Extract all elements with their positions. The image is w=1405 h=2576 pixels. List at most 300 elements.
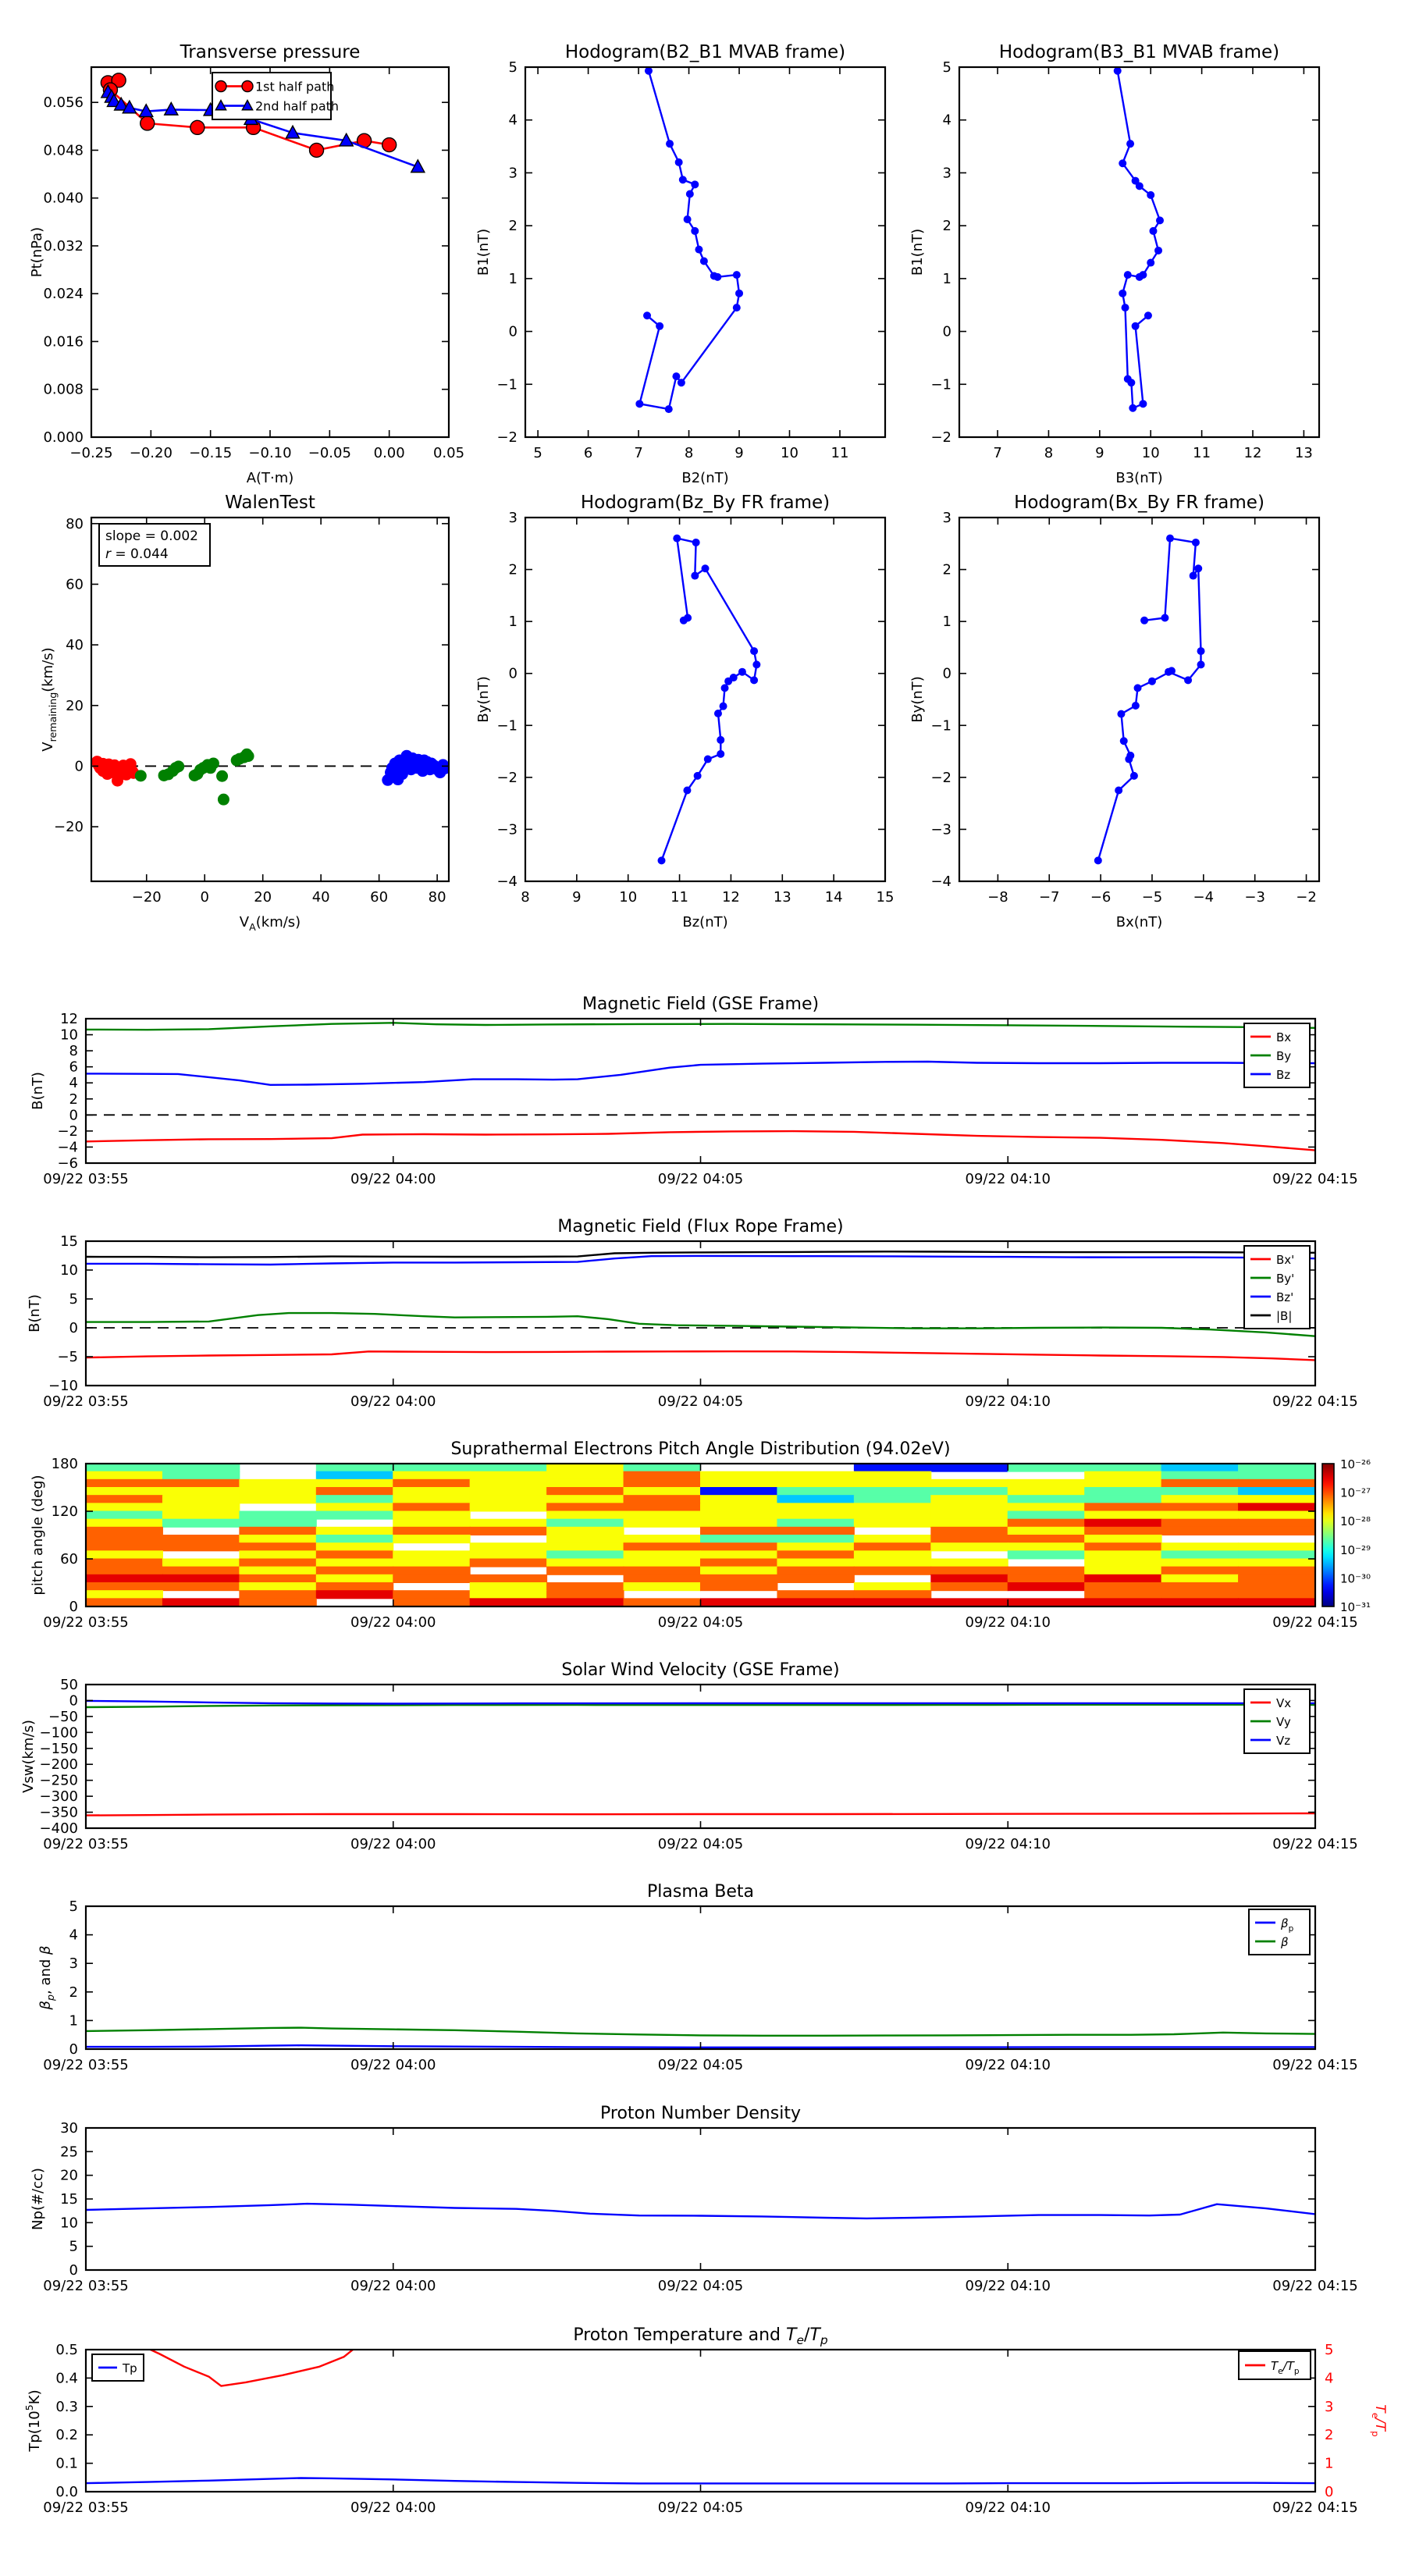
x-tick-label: 09/22 04:10: [965, 2057, 1051, 2073]
heatmap-cell: [1008, 1598, 1085, 1606]
x-tick-label: 09/22 04:05: [657, 2278, 744, 2294]
dot-marker: [1130, 772, 1138, 780]
heatmap-cell: [470, 1582, 547, 1591]
dot-marker: [643, 311, 651, 319]
heatmap-cell: [930, 1567, 1008, 1575]
plot-frame: [525, 67, 885, 437]
heatmap-cell: [1084, 1495, 1161, 1503]
x-tick-label: 09/22 03:55: [43, 2500, 129, 2516]
heatmap-cell: [86, 1598, 163, 1606]
y-tick-label: 3: [508, 510, 518, 526]
heatmap-cell: [700, 1582, 777, 1591]
heatmap-cell: [316, 1464, 393, 1472]
heatmap-cell: [546, 1503, 624, 1511]
y-tick-label: 3: [942, 510, 951, 526]
x-tick-label: 09/22 04:10: [965, 1836, 1051, 1852]
y-axis-label: $Tp(10^5K)$: [23, 2389, 43, 2452]
heatmap-cell: [1008, 1567, 1085, 1575]
heatmap-cell: [777, 1519, 854, 1528]
y-tick-label: −400: [39, 1820, 78, 1837]
heatmap-cell: [393, 1471, 470, 1480]
colorbar-tick-label: 10⁻²⁷: [1340, 1485, 1371, 1500]
heatmap-cell: [1008, 1519, 1085, 1528]
heatmap-cell: [239, 1574, 316, 1583]
heatmap-cell: [1084, 1550, 1161, 1559]
heatmap-cell: [470, 1542, 547, 1551]
x-tick-label: 12: [721, 889, 740, 906]
panel-proton-temperature: [23, 2325, 1388, 2516]
y-tick-label: −150: [39, 1740, 78, 1757]
heatmap-cell: [239, 1479, 316, 1488]
heatmap-cell: [930, 1527, 1008, 1535]
legend-label: By': [1276, 1272, 1295, 1286]
dot-marker: [1119, 290, 1126, 297]
panel-proton-number-density: [30, 2104, 1358, 2294]
heatmap-cell: [86, 1542, 163, 1551]
x-tick-label: 9: [1095, 445, 1104, 461]
y-tick-label: 0.032: [43, 237, 84, 254]
y-tick-label: 0.5: [55, 2342, 78, 2358]
heatmap-cell: [930, 1519, 1008, 1528]
panel-title: Suprathermal Electrons Pitch Angle Distribution (94.02eV): [450, 1439, 951, 1459]
heatmap-cell: [1161, 1567, 1239, 1575]
heatmap-cell: [1008, 1487, 1085, 1496]
y-tick-label: 25: [60, 2144, 78, 2161]
heatmap-cell: [1008, 1527, 1085, 1535]
heatmap-cell: [546, 1479, 624, 1488]
dot-marker: [686, 190, 694, 198]
heatmap-cell: [624, 1598, 701, 1606]
dot-marker: [1166, 535, 1174, 543]
heatmap-cell: [1238, 1527, 1315, 1535]
heatmap-cell: [393, 1464, 470, 1472]
legend-label: Bz: [1276, 1068, 1291, 1082]
heatmap-cell: [700, 1567, 777, 1575]
heatmap-cell: [1008, 1503, 1085, 1511]
heatmap-cell: [854, 1487, 931, 1496]
dot-marker: [702, 564, 710, 572]
dot-marker: [735, 290, 743, 297]
heatmap-cell: [777, 1495, 854, 1503]
heatmap-cell: [316, 1542, 393, 1551]
x-tick-label: 09/22 04:10: [965, 1614, 1051, 1631]
heatmap-cell: [624, 1511, 701, 1520]
heatmap-cell: [854, 1471, 931, 1480]
right-tick-label: 4: [1325, 2370, 1334, 2387]
heatmap-cell: [316, 1590, 393, 1599]
heatmap-cell: [393, 1574, 470, 1583]
y-axis-label: By(nT): [909, 676, 926, 723]
heatmap-cell: [1161, 1582, 1239, 1591]
x-tick-label: 09/22 04:05: [657, 1614, 744, 1631]
heatmap-cell: [854, 1550, 931, 1559]
heatmap-cell: [777, 1527, 854, 1535]
legend-label: 1st half path: [255, 79, 335, 94]
heatmap-cell: [316, 1559, 393, 1567]
heatmap-cell: [546, 1598, 624, 1606]
heatmap-cell: [162, 1519, 240, 1528]
x-tick-label: 11: [1193, 445, 1211, 461]
heatmap-cell: [239, 1567, 316, 1575]
heatmap-cell: [854, 1567, 931, 1575]
heatmap-cell: [700, 1535, 777, 1543]
dot-marker: [1117, 710, 1125, 718]
heatmap-cell: [1084, 1527, 1161, 1535]
heatmap-cell: [624, 1582, 701, 1591]
y-tick-label: 5: [942, 59, 951, 76]
heatmap-cell: [1084, 1535, 1161, 1543]
heatmap-cell: [239, 1598, 316, 1606]
heatmap-cell: [700, 1519, 777, 1528]
y-tick-label: 4: [69, 1075, 78, 1092]
x-tick-label: 10: [619, 889, 638, 906]
circle-marker: [190, 120, 205, 134]
circle-marker: [310, 143, 324, 157]
y-tick-label: 4: [508, 112, 518, 129]
heatmap-cell: [1238, 1503, 1315, 1511]
y-tick-label: −10: [48, 1378, 78, 1394]
heatmap-cell: [700, 1471, 777, 1480]
dot-marker: [672, 372, 680, 380]
heatmap-cell: [1238, 1519, 1315, 1528]
heatmap-cell: [162, 1598, 240, 1606]
x-axis-label: Bz(nT): [682, 914, 728, 930]
y-tick-label: −2: [496, 429, 518, 446]
heatmap-cell: [470, 1471, 547, 1480]
colorbar-tick-label: 10⁻³¹: [1340, 1600, 1371, 1614]
heatmap-cell: [470, 1487, 547, 1496]
y-tick-label: 15: [60, 1233, 78, 1250]
y-axis-label: $V_{remaining}(km/s)$: [40, 647, 59, 752]
y-tick-label: 3: [508, 165, 518, 182]
heatmap-cell: [470, 1503, 547, 1511]
heatmap-cell: [854, 1464, 931, 1472]
heatmap-cell: [777, 1559, 854, 1567]
panel-title: Proton Temperature and $T_e/T_p$: [573, 2325, 828, 2347]
heatmap-cell: [162, 1495, 240, 1503]
heatmap-cell: [777, 1598, 854, 1606]
plot-frame: [959, 67, 1319, 437]
heatmap-cell: [393, 1503, 470, 1511]
dot-marker: [1197, 660, 1205, 668]
dot-marker: [673, 535, 681, 543]
x-tick-label: −5: [1141, 889, 1163, 906]
x-tick-label: −0.10: [248, 445, 292, 461]
series-np: [86, 2204, 1315, 2218]
heatmap-cell: [470, 1527, 547, 1535]
heatmap-cell: [470, 1590, 547, 1599]
y-axis-label: pitch angle (deg): [30, 1475, 46, 1596]
heatmap-cell: [854, 1503, 931, 1511]
dot-marker: [724, 678, 732, 685]
heatmap-cell: [1008, 1535, 1085, 1543]
y-tick-label: 2: [942, 561, 951, 578]
dot-marker: [721, 684, 729, 692]
y-tick-label: 80: [66, 515, 84, 532]
y-tick-label: 5: [69, 1898, 78, 1915]
heatmap-cell: [1008, 1479, 1085, 1488]
heatmap-cell: [239, 1550, 316, 1559]
x-tick-label: 7: [634, 445, 643, 461]
heatmap-cell: [624, 1535, 701, 1543]
x-tick-label: 8: [521, 889, 530, 906]
heatmap-cell: [86, 1479, 163, 1488]
heatmap-cell: [1161, 1471, 1239, 1480]
heatmap-cell: [546, 1542, 624, 1551]
dot-marker: [173, 760, 184, 772]
x-tick-label: −0.20: [129, 445, 173, 461]
x-tick-label: 6: [583, 445, 593, 461]
heatmap-cell: [1161, 1464, 1239, 1472]
heatmap-cell: [1161, 1590, 1239, 1599]
x-tick-label: 9: [572, 889, 582, 906]
y-tick-label: −1: [496, 376, 518, 393]
panel-hodogram-b2b1: [475, 42, 885, 486]
heatmap-cell: [470, 1495, 547, 1503]
heatmap-cell: [777, 1487, 854, 1496]
heatmap-cell: [854, 1598, 931, 1606]
y-tick-label: 3: [942, 165, 951, 182]
heatmap-cell: [930, 1503, 1008, 1511]
x-tick-label: 0.00: [373, 445, 405, 461]
heatmap-cell: [470, 1464, 547, 1472]
heatmap-cell: [1161, 1519, 1239, 1528]
legend-label: β: [1281, 1935, 1289, 1949]
heatmap-cell: [700, 1527, 777, 1535]
y-tick-label: 0: [74, 758, 84, 775]
heatmap-cell: [700, 1503, 777, 1511]
heatmap-cell: [470, 1519, 547, 1528]
heatmap-cell: [1161, 1550, 1239, 1559]
series-first-half: [91, 756, 140, 786]
dot-marker: [1126, 140, 1134, 148]
dot-marker: [1140, 617, 1148, 624]
heatmap-cell: [546, 1559, 624, 1567]
series-vz: [86, 1701, 1315, 1704]
colorbar-tick-label: 10⁻²⁸: [1340, 1514, 1371, 1529]
heatmap-cell: [1084, 1542, 1161, 1551]
heatmap-cell: [1238, 1598, 1315, 1606]
heatmap-cell: [700, 1559, 777, 1567]
panel-title: Hodogram(B3_B1 MVAB frame): [998, 42, 1280, 62]
dot-marker: [713, 273, 721, 281]
dot-marker: [208, 757, 219, 769]
heatmap-cell: [777, 1542, 854, 1551]
y-tick-label: −3: [496, 821, 518, 838]
dot-marker: [1194, 564, 1202, 572]
heatmap-cell: [470, 1479, 547, 1488]
heatmap-cell: [86, 1511, 163, 1520]
heatmap-cell: [930, 1464, 1008, 1472]
x-tick-label: 5: [533, 445, 542, 461]
heatmap-cell: [1084, 1567, 1161, 1575]
heatmap-cell: [1161, 1503, 1239, 1511]
heatmap-cell: [86, 1574, 163, 1583]
heatmap-cell: [470, 1550, 547, 1559]
y-axis-label: B1(nT): [475, 228, 492, 276]
x-tick-label: 13: [773, 889, 791, 906]
y-tick-label: 20: [60, 2167, 78, 2184]
y-tick-label: 5: [69, 1291, 78, 1308]
heatmap-cell: [854, 1519, 931, 1528]
heatmap-cell: [239, 1559, 316, 1567]
x-tick-label: −0.15: [189, 445, 233, 461]
y-axis-label: B(nT): [30, 1072, 46, 1110]
panel-hodogram-b3b1: [909, 42, 1319, 486]
dot-marker: [1124, 271, 1132, 279]
dot-marker: [691, 227, 699, 235]
heatmap-cell: [393, 1598, 470, 1606]
dot-marker: [1119, 159, 1126, 167]
x-tick-label: −3: [1244, 889, 1265, 906]
x-tick-label: 09/22 04:05: [657, 1171, 744, 1187]
y-tick-label: −4: [930, 873, 951, 890]
x-tick-label: 20: [254, 889, 272, 906]
dot-marker: [218, 794, 229, 806]
heatmap-cell: [1008, 1464, 1085, 1472]
heatmap-cell: [393, 1550, 470, 1559]
heatmap-cell: [162, 1464, 240, 1472]
heatmap-cell: [162, 1567, 240, 1575]
plot-frame: [959, 518, 1319, 881]
legend-label: $\beta_p$: [1281, 1916, 1294, 1934]
y-tick-label: −200: [39, 1756, 78, 1774]
panel-title: WalenTest: [225, 493, 315, 513]
legend-label: $T_e/T_p$: [1271, 2359, 1300, 2376]
heatmap-cell: [162, 1582, 240, 1591]
x-tick-label: 14: [824, 889, 843, 906]
heatmap-cell: [624, 1574, 701, 1583]
y-tick-label: 0: [942, 323, 951, 340]
heatmap-cell: [700, 1479, 777, 1488]
y-tick-label: 4: [942, 112, 951, 129]
heatmap-cell: [1238, 1567, 1315, 1575]
heatmap-cell: [316, 1479, 393, 1488]
right-tick-label: 0: [1325, 2484, 1334, 2500]
heatmap-cell: [1238, 1471, 1315, 1480]
heatmap-cell: [316, 1527, 393, 1535]
heatmap-cell: [1084, 1519, 1161, 1528]
heatmap-cell: [1084, 1479, 1161, 1488]
x-tick-label: 0.05: [432, 445, 465, 461]
y-tick-label: −300: [39, 1788, 78, 1806]
plot-frame: [91, 518, 449, 881]
legend-label: Bx': [1276, 1253, 1295, 1267]
plot-frame: [86, 1019, 1315, 1163]
right-tick-label: 1: [1325, 2455, 1334, 2472]
heatmap-cell: [624, 1495, 701, 1503]
dot-marker: [1115, 787, 1122, 795]
right-tick-label: 5: [1325, 2342, 1334, 2358]
heatmap-cell: [470, 1598, 547, 1606]
dot-marker: [694, 772, 702, 780]
right-axis-label: $T_e/T_p$: [1370, 2404, 1388, 2437]
heatmap-cell: [777, 1471, 854, 1480]
heatmap-cell: [624, 1519, 701, 1528]
y-tick-label: 60: [60, 1551, 78, 1567]
x-axis-label: A(T·m): [246, 470, 294, 486]
heatmap-cell: [1161, 1479, 1239, 1488]
heatmap-cell: [1161, 1511, 1239, 1520]
heatmap-cell: [239, 1542, 316, 1551]
y-tick-label: 1: [69, 2012, 78, 2030]
x-tick-label: 09/22 04:10: [965, 1171, 1051, 1187]
heatmap-cell: [1084, 1464, 1161, 1472]
heatmap-cell: [162, 1503, 240, 1511]
heatmap-cell: [162, 1559, 240, 1567]
y-tick-label: −100: [39, 1724, 78, 1742]
heatmap-cell: [1238, 1559, 1315, 1567]
dot-marker: [704, 756, 712, 763]
legend-box: [1249, 1909, 1310, 1955]
x-tick-label: 09/22 03:55: [43, 1171, 129, 1187]
heatmap-cell: [1008, 1582, 1085, 1591]
heatmap-cell: [546, 1495, 624, 1503]
y-tick-label: −50: [48, 1708, 78, 1725]
heatmap-cell: [470, 1574, 547, 1583]
dot-marker: [675, 158, 683, 166]
heatmap-cell: [624, 1567, 701, 1575]
heatmap-cell: [316, 1487, 393, 1496]
dot-marker: [1122, 304, 1129, 311]
x-tick-label: 09/22 04:00: [350, 2057, 436, 2073]
dot-marker: [1132, 702, 1140, 710]
heatmap-cell: [1084, 1582, 1161, 1591]
y-tick-label: 8: [69, 1043, 78, 1060]
panel-magnetic-field-gse: [30, 994, 1358, 1187]
heatmap-cell: [930, 1495, 1008, 1503]
dot-marker: [683, 787, 691, 795]
heatmap-cell: [239, 1590, 316, 1599]
series-tp: [86, 2478, 1315, 2484]
heatmap-cell: [1238, 1582, 1315, 1591]
x-tick-label: 09/22 04:05: [657, 2500, 744, 2516]
circle-marker: [140, 116, 155, 130]
series-middle: [135, 749, 254, 806]
x-axis-label: B3(nT): [1115, 470, 1163, 486]
x-tick-label: 09/22 04:05: [657, 1393, 744, 1410]
dot-marker: [645, 67, 653, 75]
heatmap-cell: [777, 1511, 854, 1520]
heatmap-cell: [239, 1535, 316, 1543]
heatmap-cell: [930, 1487, 1008, 1496]
heatmap-cell: [316, 1567, 393, 1575]
heatmap-cell: [546, 1535, 624, 1543]
heatmap-cell: [1084, 1503, 1161, 1511]
dot-marker: [738, 668, 746, 676]
y-tick-label: 0.2: [55, 2427, 78, 2444]
y-tick-label: 0.048: [43, 142, 84, 159]
heatmap-cell: [162, 1471, 240, 1480]
dot-marker: [678, 379, 685, 386]
heatmap-cell: [854, 1511, 931, 1520]
legend-label: Bz': [1276, 1290, 1294, 1304]
y-tick-label: −4: [496, 873, 518, 890]
heatmap-cell: [777, 1574, 854, 1583]
plot-frame: [86, 2128, 1315, 2270]
heatmap-cell: [162, 1511, 240, 1520]
y-tick-label: 60: [66, 576, 84, 593]
y-tick-label: 1: [508, 614, 518, 631]
y-tick-label: 0: [69, 2262, 78, 2279]
x-tick-label: 09/22 04:00: [350, 1836, 436, 1852]
series-by-prime: [86, 1313, 1315, 1336]
heatmap-cell: [162, 1479, 240, 1488]
dot-marker: [1132, 322, 1140, 330]
series-bz: [86, 1062, 1315, 1085]
heatmap-cell: [700, 1495, 777, 1503]
x-tick-label: −8: [987, 889, 1008, 906]
